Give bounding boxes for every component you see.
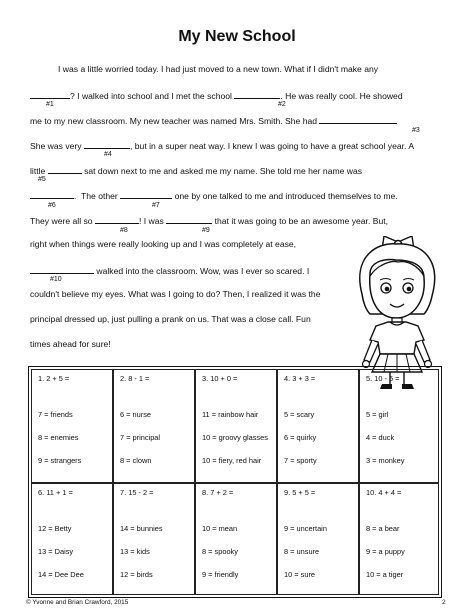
problem-question: 10. 4 + 4 = — [366, 488, 402, 497]
problem-question: 5. 10 - 5 = — [366, 374, 400, 383]
problem-cell-2 — [113, 369, 195, 483]
blank-3 — [319, 114, 397, 124]
blank-7 — [120, 189, 172, 199]
problem-question: 6. 11 + 1 = — [38, 488, 73, 497]
answer-option: 7 = sporty — [284, 456, 317, 465]
problem-cell-9 — [277, 483, 359, 595]
blank-9 — [166, 214, 212, 224]
story-text: that it was going to be an awesome year. But, — [214, 216, 389, 226]
blank-5 — [48, 164, 82, 174]
story-text: ! I was — [138, 216, 164, 226]
blank-number-4: #4 — [104, 151, 112, 158]
story-line-11: principal dressed up, just pulling a prank on us. That was a close call. Fun — [30, 314, 311, 324]
answer-option: 9 = uncertain — [284, 524, 327, 533]
story-line-12: times ahead for sure! — [30, 339, 111, 349]
problem-cell-4 — [277, 369, 359, 483]
answer-option: 6 = quirky — [284, 433, 317, 442]
story-line-4 — [30, 139, 414, 151]
story-text: The other — [81, 191, 118, 201]
blank-10 — [30, 264, 94, 274]
story-text: They were all so — [30, 216, 93, 226]
story-text: ? I walked into school and I met the school — [70, 91, 232, 101]
problem-question: 2. 8 - 1 = — [120, 374, 150, 383]
page-number: 2 — [442, 599, 446, 606]
problem-cell-6 — [31, 483, 113, 595]
answer-option: 11 = rainbow hair — [202, 410, 259, 419]
blank-1 — [30, 89, 70, 99]
answer-option: 14 = bunnies — [120, 524, 163, 533]
answer-option: 8 = unsure — [284, 547, 320, 556]
problem-cell-5 — [359, 369, 439, 483]
blank-number-1: #1 — [46, 101, 54, 108]
problem-question: 8. 7 + 2 = — [202, 488, 234, 497]
answer-option: 12 = birds — [120, 570, 153, 579]
blank-number-5: #5 — [38, 176, 46, 183]
blank-number-9: #9 — [202, 227, 210, 234]
blank-number-6: #6 — [48, 202, 56, 209]
problem-question: 9. 5 + 5 = — [284, 488, 316, 497]
answer-option: 4 = duck — [366, 433, 395, 442]
answer-option: 3 = monkey — [366, 456, 405, 465]
story-text: . He was really cool. He showed — [280, 91, 403, 101]
answer-option: 13 = Daisy — [38, 547, 74, 556]
answer-option: 8 = clown — [120, 456, 152, 465]
answer-option: 10 = sure — [284, 570, 316, 579]
problem-question: 3. 10 + 0 = — [202, 374, 238, 383]
answer-option: 5 = scary — [284, 410, 315, 419]
story-line-8: right when things were really looking up and I was completely at ease, — [30, 239, 297, 249]
answer-option: 8 = spooky — [202, 547, 238, 556]
blank-6 — [30, 189, 74, 199]
story-text: sat down next to me and asked me my name. She told me her name was — [84, 166, 363, 176]
problem-cell-1 — [31, 369, 113, 483]
answer-option: 12 = Betty — [38, 524, 72, 533]
story-text: She was very — [30, 141, 82, 151]
answer-option: 6 = nurse — [120, 410, 152, 419]
problem-question: 4. 3 + 3 = — [284, 374, 316, 383]
story-text: , but in a super neat way. I knew I was going to have a great school year. A — [129, 141, 415, 151]
answer-option: 9 = a puppy — [366, 547, 405, 556]
worksheet-title: My New School — [178, 28, 296, 45]
answer-grid — [28, 366, 442, 598]
answer-option: 8 = enemies — [38, 433, 79, 442]
blank-2 — [234, 89, 280, 99]
problem-cell-3 — [195, 369, 277, 483]
blank-8 — [95, 214, 139, 224]
answer-option: 10 = fiery, red hair — [202, 456, 262, 465]
answer-option: 9 = friendly — [202, 570, 239, 579]
story-line-2 — [30, 89, 403, 101]
story-line-1: I was a little worried today. I had just moved to a new town. What if I didn't make any — [58, 64, 379, 74]
story-line-6: . The other one by one talked to me and introduced themselves to me. — [30, 189, 398, 201]
answer-option: 10 = a tiger — [366, 570, 404, 579]
answer-option: 5 = girl — [366, 410, 389, 419]
problem-cell-10 — [359, 483, 439, 595]
story-line-7 — [30, 214, 388, 226]
blank-number-2: #2 — [278, 101, 286, 108]
story-line-9 — [30, 264, 309, 276]
blank-number-3: #3 — [412, 127, 420, 134]
story-text: me to my new classroom. My new teacher was named Mrs. Smith. She had — [30, 116, 318, 126]
blank-4 — [84, 139, 130, 149]
story-text: walked into the classroom. Wow, was I ever so scared. I — [96, 266, 310, 276]
problem-cell-8 — [195, 483, 277, 595]
story-line-10: couldn't believe my eyes. What was I going to do? Then, I realized it was the — [30, 289, 321, 299]
answer-option: 7 = friends — [38, 410, 73, 419]
answer-option: 8 = a bear — [366, 524, 400, 533]
story-line-5 — [30, 164, 362, 176]
answer-option: 10 = mean — [202, 524, 238, 533]
problem-question: 1. 2 + 5 = — [38, 374, 70, 383]
answer-option: 13 = kids — [120, 547, 150, 556]
answer-option: 14 = Dee Dee — [38, 570, 84, 579]
blank-number-8: #8 — [120, 227, 128, 234]
problem-cell-7 — [113, 483, 195, 595]
copyright-footer: © Yvonne and Brian Crawford, 2015 — [26, 599, 129, 606]
answer-option: 9 = strangers — [38, 456, 82, 465]
blank-number-10: #10 — [50, 276, 62, 283]
story-line-3 — [30, 114, 397, 126]
problem-question: 7. 15 - 2 = — [120, 488, 154, 497]
answer-option: 10 = groovy glasses — [202, 433, 268, 442]
blank-number-7: #7 — [152, 202, 160, 209]
story-text: one by one talked to me and introduced themselves to me. — [174, 191, 398, 201]
answer-option: 7 = principal — [120, 433, 161, 442]
story-text: little — [30, 166, 46, 176]
